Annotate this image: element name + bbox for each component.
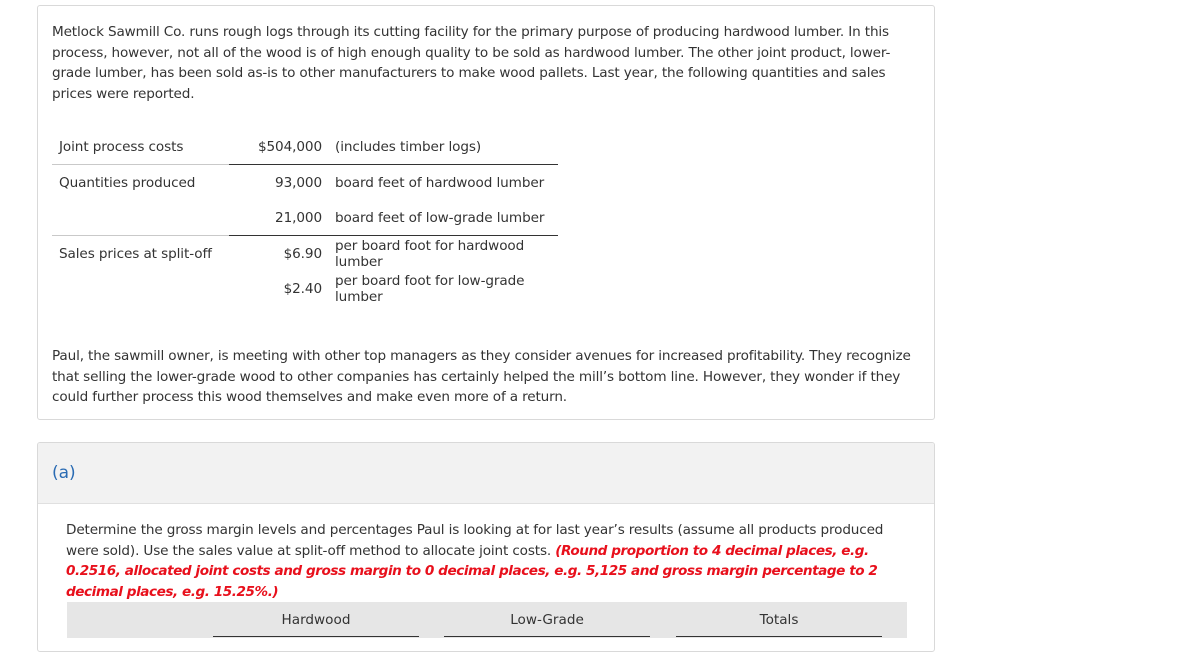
row-description: (includes timber logs) xyxy=(335,129,558,165)
question-text xyxy=(66,520,916,602)
column-underline xyxy=(444,636,650,637)
answer-table-header xyxy=(67,602,907,638)
row-amount: 93,000 xyxy=(275,174,322,191)
column-header-low-grade: Low-Grade xyxy=(510,612,584,628)
question-body: Determine the gross margin levels and percentages Paul is looking at for last year’s results (assume all products produced were sold). Use the sales value at split-off method to allocate joint costs. xyxy=(66,522,884,559)
problem-card xyxy=(37,5,935,420)
row-amount: $6.90 xyxy=(283,245,322,262)
column-underline xyxy=(676,636,882,637)
row-label: Joint process costs xyxy=(52,129,229,165)
row-amount: $504,000 xyxy=(229,129,335,165)
table-row xyxy=(52,200,558,236)
row-description: per board foot for low-grade lumber xyxy=(335,272,525,305)
column-underline xyxy=(213,636,419,637)
context-paragraph: Paul, the sawmill owner, is meeting with other top managers as they consider avenues for increased profitability. They recognize that selling the lower-grade wood to other companies has certainly helped the mill’s bottom line. However, they wonder if they could further process this wood themselves and make even more of a return. xyxy=(52,348,911,405)
row-label xyxy=(52,200,229,236)
table-row xyxy=(52,271,558,306)
part-label: (a) xyxy=(52,463,76,483)
table-row xyxy=(52,165,558,201)
intro-paragraph: Metlock Sawmill Co. runs rough logs through its cutting facility for the primary purpose of producing hardwood lumber. In this process, however, not all of the wood is of high enough quality to be sold as hardwood lumber. The other joint product, lower-grade lumber, has been sold as-is to other manufacturers to make wood pallets. Last year, the following quantities and sales prices were reported. xyxy=(52,24,891,102)
rounding-note: (Round proportion to 4 decimal places, e.g. 0.2516, allocated joint costs and gross margin to 0 decimal places, e.g. 5,125 and gross margin percentage to 2 decimal places, e.g. 15.25%.) xyxy=(66,542,878,600)
row-label: Sales prices at split-off xyxy=(59,245,212,262)
column-header-totals: Totals xyxy=(759,612,799,628)
row-amount: 21,000 xyxy=(229,200,335,236)
row-label xyxy=(52,271,229,306)
row-amount: $2.40 xyxy=(283,280,322,297)
data-table xyxy=(52,129,558,306)
row-description: board feet of hardwood lumber xyxy=(335,174,545,191)
row-description: board feet of low-grade lumber xyxy=(335,200,558,236)
part-header xyxy=(38,443,934,504)
question-card xyxy=(37,442,935,652)
row-description: per board foot for hardwood lumber xyxy=(335,237,525,270)
row-label: Quantities produced xyxy=(59,174,196,191)
column-header-hardwood: Hardwood xyxy=(281,612,351,628)
table-row xyxy=(52,129,558,165)
table-row xyxy=(52,236,558,272)
